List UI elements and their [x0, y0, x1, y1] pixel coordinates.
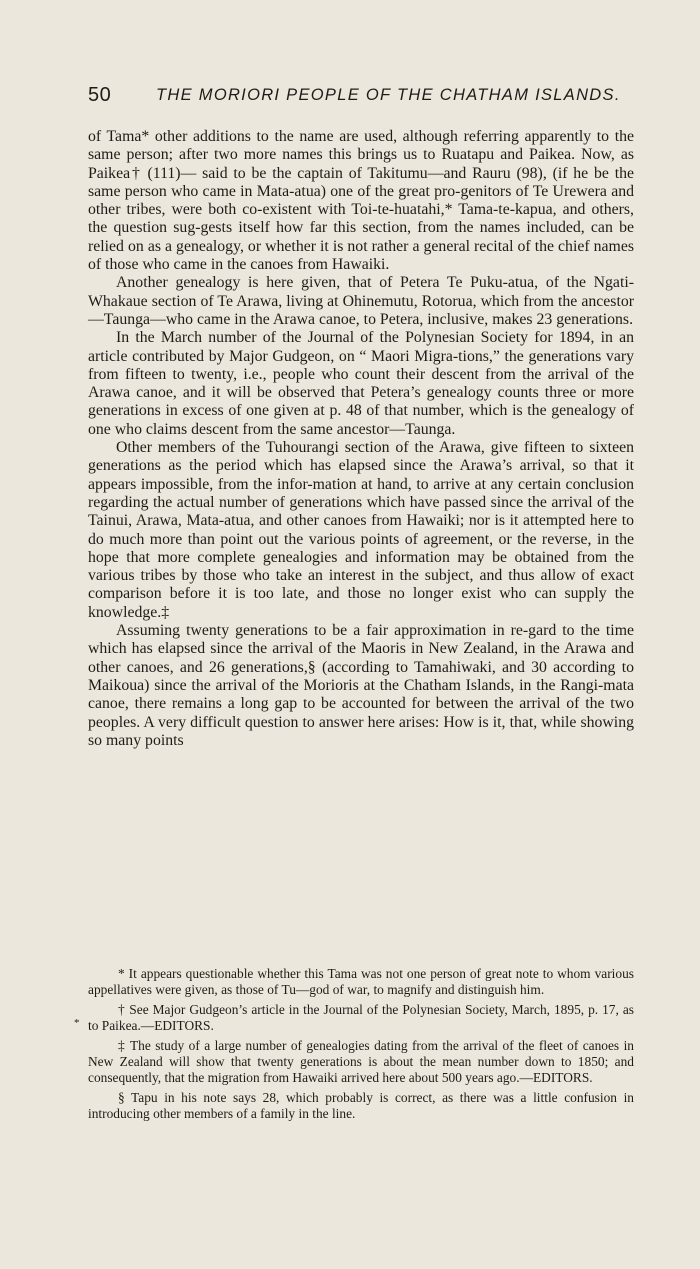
paragraph-5: Assuming twenty generations to be a fair approximation in re-gard to the time which has elapsed since the arrival of the Maoris in New Zealand, in the Arawa and other canoes, and 26 generations,§ (according to Tamahiwaki, and 30 according to Maikoua) since the arrival of the Morioris at the Chatham Islands, in the Rangi-mata canoe, there remains a long gap to be accounted for between the arrival of the two peoples. A very difficult question to answer here arises: How is it, that, while showing so many points: [88, 622, 634, 749]
body-text: [88, 128, 634, 750]
paragraph-1: of Tama* other additions to the name are used, although referring apparently to the same person; after two more names this brings us to Ruatapu and Paikea. Now, as Paikea† (111)— said to be the captain of Takitumu—and Rauru (98), (if he be the same person who came in Mata-atua) one of the great pro-genitors of Te Urewera and other tribes, were both co-existent with Toi-te-huatahi,* Tama-te-kapua, and others, the question sug-gests itself how far this section, from the names included, can be relied on as a genealogy, or whether it is not rather a general recital of the chief names of those who came in the canoes from Hawaiki.: [88, 128, 634, 274]
paragraph-3: In the March number of the Journal of the Polynesian Society for 1894, in an article contributed by Major Gudgeon, on “ Maori Migra-tions,” the generations vary from fifteen to twenty, i.e., people who count their descent from the arrival of the Arawa canoe, and it will be observed that Petera’s genealogy counts three or more generations in excess of one given at p. 48 of that number, which is the genealogy of one who claims descent from the same ancestor—Taunga.: [88, 329, 634, 438]
footnote-1: * It appears questionable whether this Tama was not one person of great note to whom various appellatives were given, as those of Tu—god of war, to magnify and distinguish him.: [88, 966, 634, 997]
footnote-2: † See Major Gudgeon’s article in the Journal of the Polynesian Society, March, 1895, p. 17, as to Paikea.—EDITORS.: [88, 1002, 634, 1033]
margin-mark: *: [74, 1017, 80, 1029]
paragraph-2: Another genealogy is here given, that of Petera Te Puku-atua, of the Ngati-Whakaue section of Te Arawa, living at Ohinemutu, Rotorua, which from the ancestor—Taunga—who came in the Arawa canoe, to Petera, inclusive, makes 23 generations.: [88, 274, 634, 328]
running-head: THE MORIORI PEOPLE OF THE CHATHAM ISLANDS.: [156, 86, 621, 104]
paragraph-4: Other members of the Tuhourangi section of the Arawa, give fifteen to sixteen generations as the period which has elapsed since the Arawa’s arrival, so that it appears impossible, from the infor-mation at hand, to arrive at any certain conclusion regarding the actual number of generations which have passed since the arrival of the Tainui, Arawa, Mata-atua, and other canoes from Hawaiki; nor is it attempted here to do much more than point out the various points of agreement, or the reverse, in the hope that more complete genealogies and information may be obtained from the various tribes by those who take an interest in the subject, and thus allow of exact comparison before it is too late, and those no longer exist who can supply the knowledge.‡: [88, 439, 634, 621]
page-header: [88, 84, 648, 110]
footnote-3: ‡ The study of a large number of genealogies dating from the arrival of the fleet of canoes in New Zealand will show that twenty generations is about the mean number down to 1850; and consequently, that the migration from Hawaiki arrived here about 500 years ago.—EDITORS.: [88, 1038, 634, 1085]
footnote-4: § Tapu in his note says 28, which probably is correct, as there was a little confusion in introducing other members of a family in the line.: [88, 1090, 634, 1121]
page-number: 50: [88, 84, 112, 106]
footnotes: [88, 966, 634, 1126]
